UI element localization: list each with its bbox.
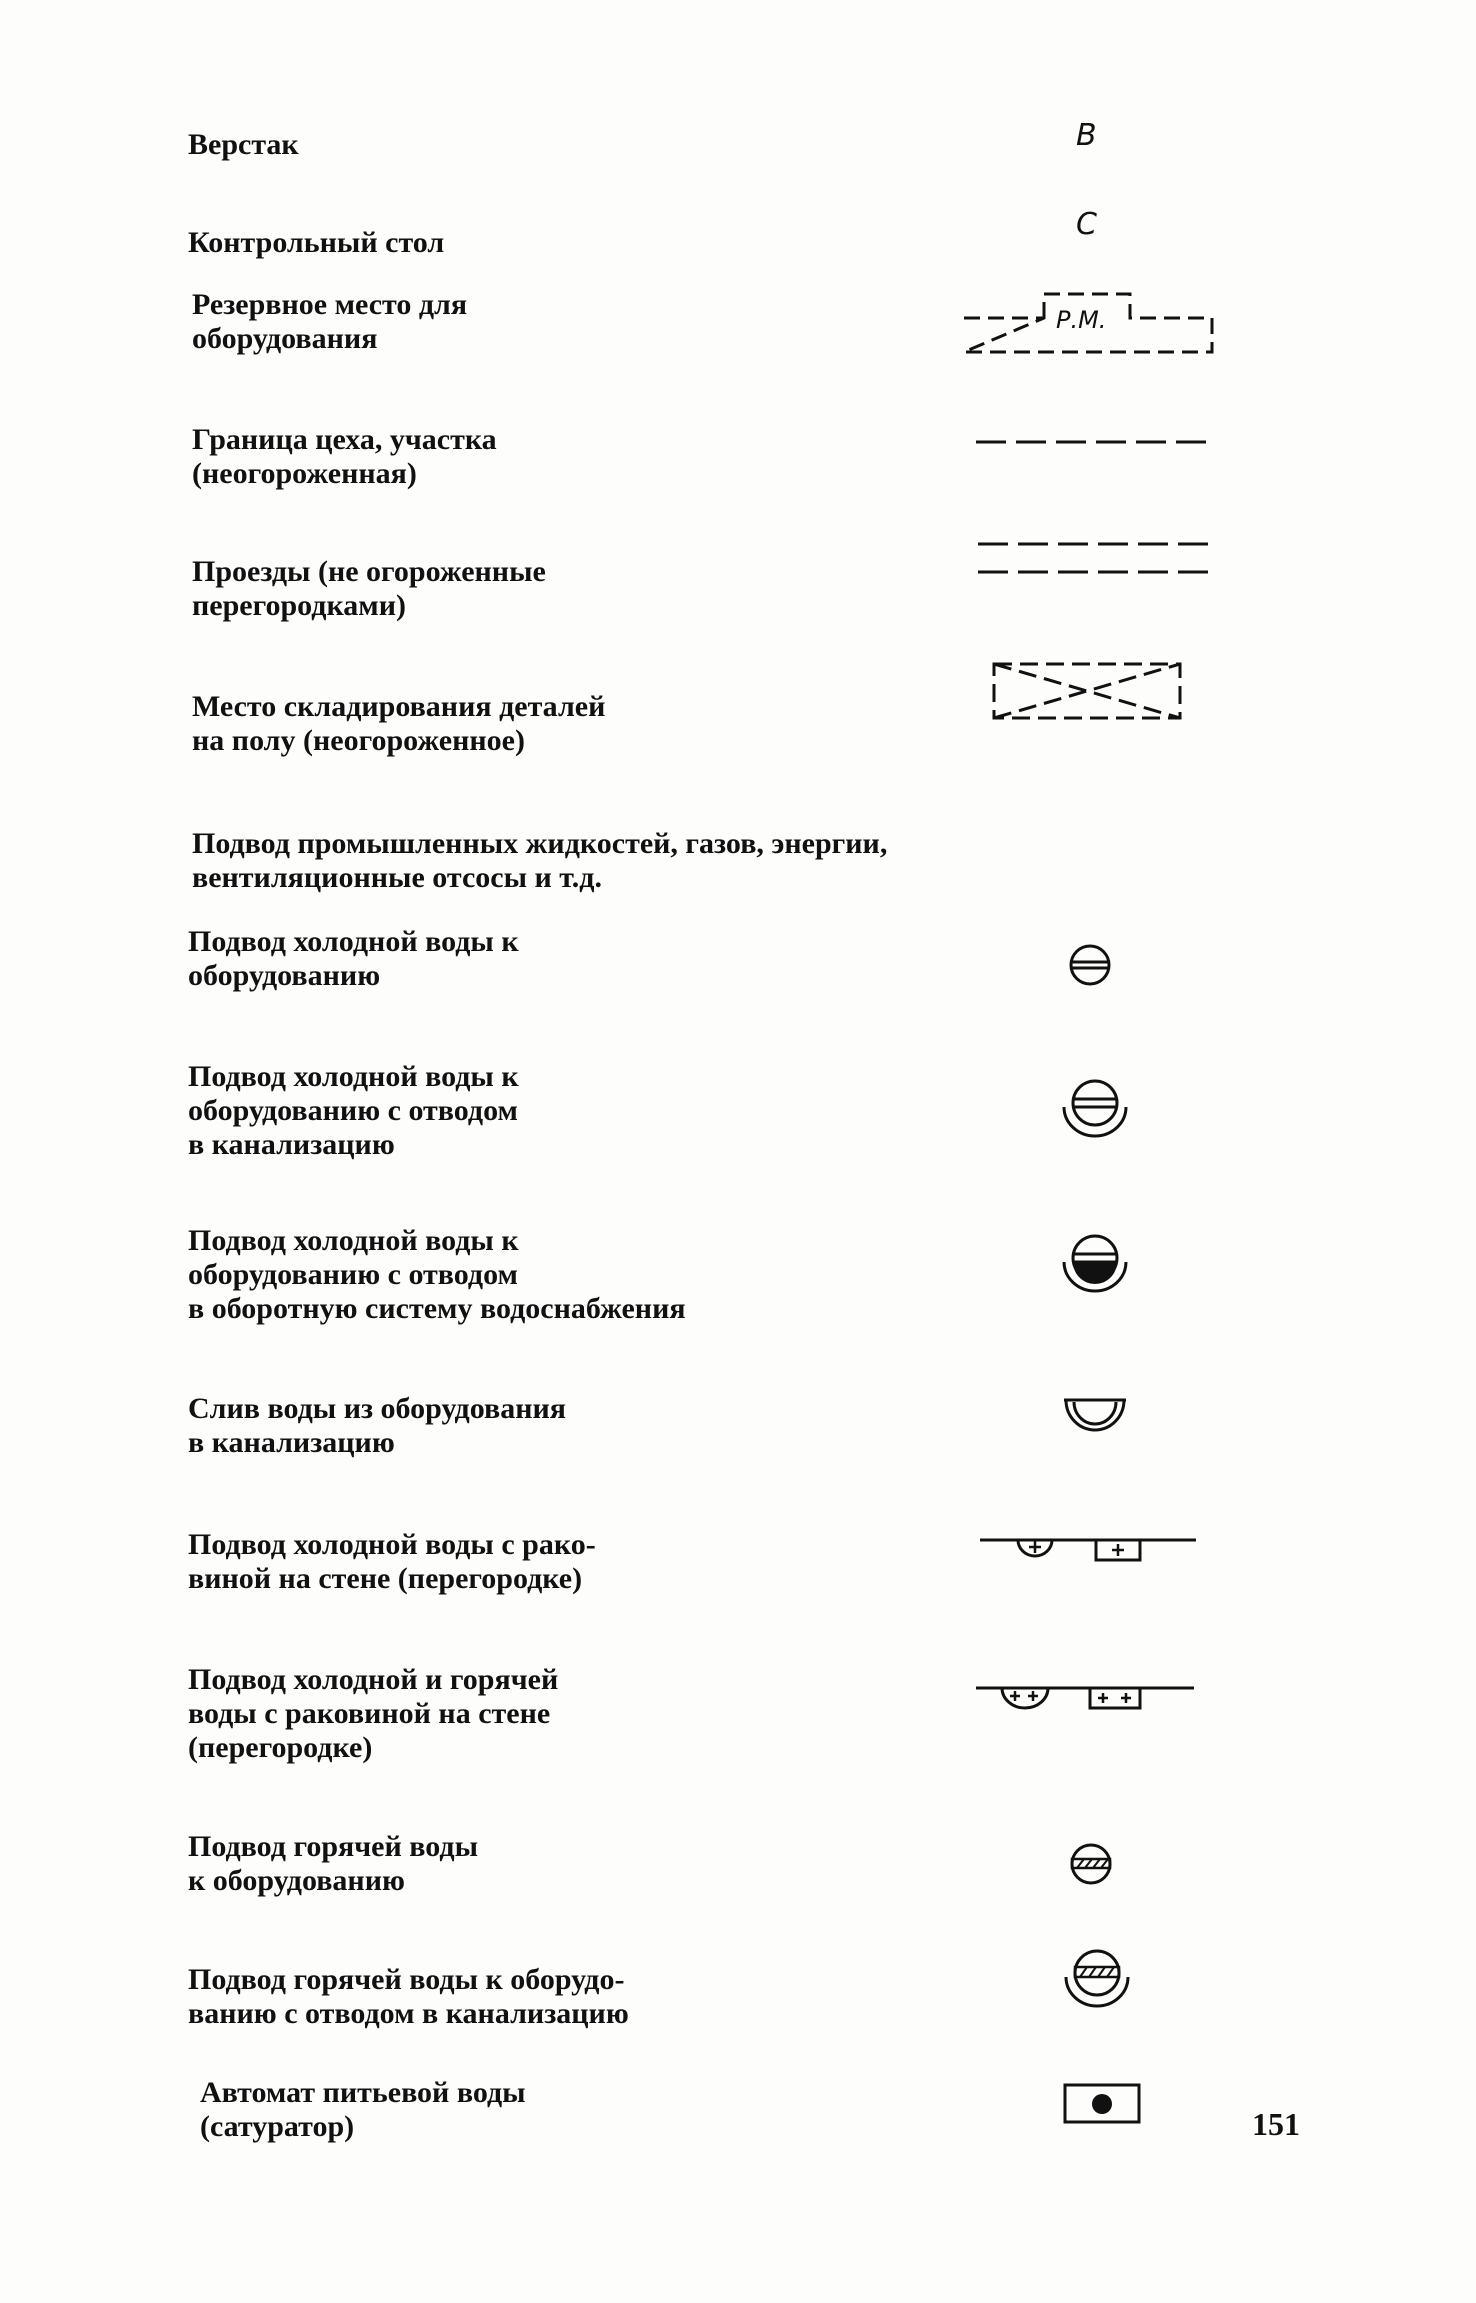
cold-water-icon (1068, 943, 1112, 987)
dashed-line-icon (976, 436, 1216, 448)
label-storage-area: Место складирования деталей на полу (неогороженное) (192, 690, 606, 757)
svg-text:Р.М.: Р.М. (1056, 306, 1107, 334)
label-workbench: Верстак (188, 128, 299, 161)
section-heading: Подвод промышленных жидкостей, газов, энергии, вентиляционные отсосы и т.д. (192, 827, 888, 894)
label-drain: Слив воды из оборудования в канализацию (188, 1392, 566, 1459)
page-number: 151 (1252, 2106, 1300, 2142)
hot-water-icon (1068, 1841, 1114, 1887)
hot-water-sewer-icon (1062, 1946, 1132, 2008)
label-control-table: Контрольный стол (188, 226, 445, 259)
reserve-place-icon (960, 288, 1216, 358)
letter-c-icon: С (1076, 207, 1097, 242)
label-cold-water-recycle: Подвод холодной воды к оборудованию с отводом в оборотную систему водоснабжения (188, 1224, 686, 1325)
double-dashed-line-icon (978, 538, 1218, 578)
letter-b-icon: В (1076, 118, 1097, 153)
wall-sink-cold-icon (980, 1534, 1200, 1570)
label-wall-sink-hot-cold: Подвод холодной и горячей воды с раковиной на стене (перегородке) (188, 1663, 559, 1764)
drain-icon (1062, 1396, 1128, 1436)
wall-sink-hot-cold-icon (976, 1682, 1196, 1718)
label-reserve-place: Резервное место для оборудования (192, 288, 468, 355)
label-hot-water: Подвод горячей воды к оборудованию (188, 1830, 478, 1897)
label-cold-water: Подвод холодной воды к оборудованию (188, 925, 519, 992)
cold-water-sewer-icon (1060, 1076, 1130, 1138)
cold-water-recycle-icon (1060, 1231, 1130, 1293)
label-hot-water-sewer: Подвод горячей воды к оборудо- ванию с отводом в канализацию (188, 1963, 629, 2030)
storage-area-icon (990, 660, 1186, 724)
label-driveways: Проезды (не огороженные перегородками) (192, 555, 546, 622)
label-wall-sink-cold: Подвод холодной воды с рако- виной на стене (перегородке) (188, 1528, 596, 1595)
label-shop-boundary: Граница цеха, участка (неогороженная) (192, 423, 497, 490)
drinking-water-icon (1062, 2082, 1142, 2126)
label-cold-water-sewer: Подвод холодной воды к оборудованию с отводом в канализацию (188, 1060, 519, 1161)
label-drinking-water: Автомат питьевой воды (сатуратор) (200, 2076, 526, 2143)
